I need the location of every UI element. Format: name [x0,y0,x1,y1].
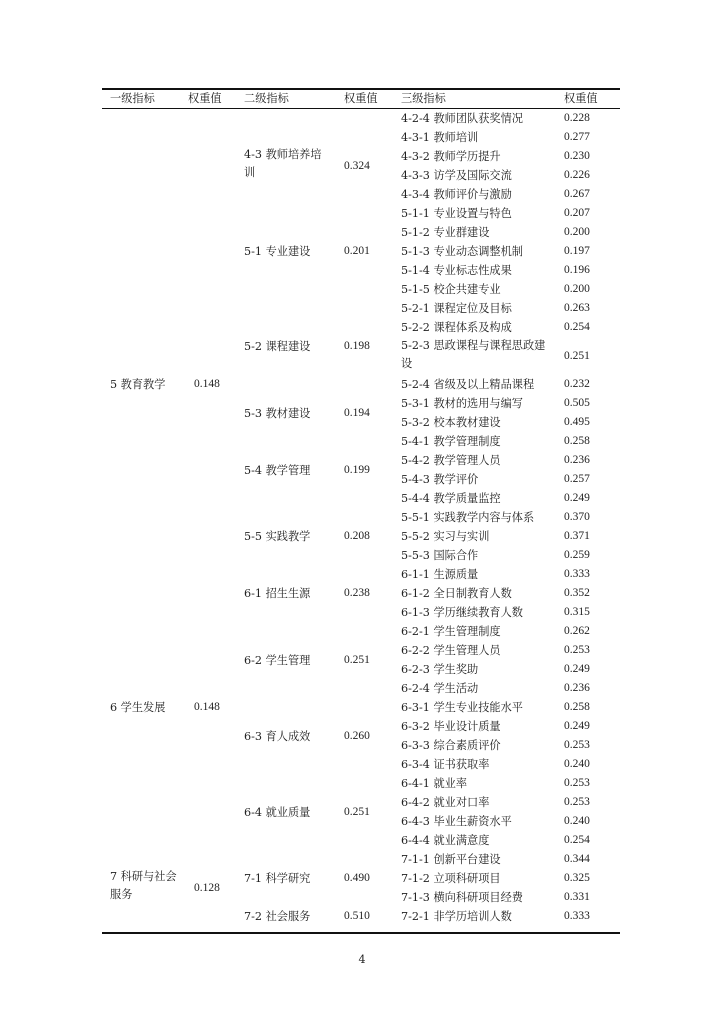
level3-weight: 0.253 [564,739,590,751]
level3-weight: 0.249 [564,663,590,675]
level3-name: 5-5-2 实习与实训 [401,530,490,543]
level3-weight: 0.253 [564,644,590,656]
level3-name: 5-4-4 教学质量监控 [401,492,501,505]
level3-name: 4-3-4 教师评价与激励 [401,188,512,201]
level3-name: 6-3-3 综合素质评价 [401,739,501,752]
level3-name: 6-2-4 学生活动 [401,682,479,695]
level3-name: 6-4-2 就业对口率 [401,796,490,809]
level3-weight: 0.257 [564,473,590,485]
level3-weight: 0.254 [564,834,590,846]
level3-name: 5-2-3 思政课程与课程思政建设 [401,339,546,370]
level3-name: 5-1-4 专业标志性成果 [401,264,512,277]
level3-name: 5-1-1 专业设置与特色 [401,207,512,220]
level3-name: 7-2-1 非学历培训人数 [401,910,512,923]
level3-name: 6-2-1 学生管理制度 [401,625,501,638]
level3-weight: 0.267 [564,188,590,200]
level3-name: 5-5-3 国际合作 [401,549,479,562]
level2-name: 5-1 专业建设 [244,245,311,258]
level2-weight: 0.490 [344,872,370,884]
level3-name: 5-3-1 教材的选用与编写 [401,397,523,410]
level3-weight: 0.263 [564,302,590,314]
level3-name: 6-1-3 学历继续教育人数 [401,606,523,619]
level2-name: 6-2 学生管理 [244,653,311,667]
level3-name: 4-2-4 教师团队获奖情况 [401,112,523,125]
level2-name: 6-1 招生生源 [244,587,311,600]
level3-name: 7-1-1 创新平台建设 [401,853,501,866]
level3-name: 6-1-2 全日制教育人数 [401,587,512,600]
level3-name: 4-3-2 教师学历提升 [401,150,501,163]
level1-weight: 0.148 [194,701,220,713]
level3-name: 5-1-2 专业群建设 [401,226,490,239]
level3-name: 6-1-1 生源质量 [401,568,479,581]
header-level2: 二级指标 [244,92,289,105]
level3-name: 5-2-2 课程体系及构成 [401,321,512,334]
level3-weight: 0.232 [564,378,590,390]
header-weight2: 权重值 [344,92,378,105]
level2-name: 4-3 教师培养培训 [244,148,322,179]
level3-name: 6-3-2 毕业设计质量 [401,720,501,733]
level2-weight: 0.198 [344,340,370,352]
level3-weight: 0.253 [564,796,590,808]
level1-name: 7 科研与社会服务 [110,870,177,901]
level3-weight: 0.333 [564,910,590,922]
level3-weight: 0.262 [564,625,590,637]
level2-name: 5-3 教材建设 [244,406,311,420]
level3-name: 6-2-3 学生奖助 [401,663,479,676]
level3-weight: 0.258 [564,435,590,447]
level3-name: 4-3-1 教师培训 [401,131,479,144]
level3-name: 5-2-4 省级及以上精品课程 [401,378,535,391]
level3-name: 6-3-1 学生专业技能水平 [401,701,523,714]
level3-name: 4-3-3 访学及国际交流 [401,169,512,182]
level3-weight: 0.254 [564,321,590,333]
level2-name: 6-4 就业质量 [244,805,311,819]
header-level1: 一级指标 [110,92,155,105]
level3-name: 6-4-1 就业率 [401,777,468,790]
level3-weight: 0.251 [564,349,590,362]
level3-name: 5-1-5 校企共建专业 [401,283,501,296]
page-number: 4 [358,953,366,966]
level3-weight: 0.352 [564,587,590,599]
level3-weight: 0.226 [564,169,590,181]
level3-weight: 0.253 [564,777,590,789]
level3-name: 7-1-2 立项科研项目 [401,872,501,885]
level3-name: 5-5-1 实践教学内容与体系 [401,511,535,524]
level3-name: 6-3-4 证书获取率 [401,758,490,771]
level3-weight: 0.333 [564,568,590,580]
level2-name: 5-4 教学管理 [244,463,311,477]
table-header-rule [102,108,620,109]
level3-weight: 0.240 [564,758,590,770]
level2-weight: 0.208 [344,530,370,542]
table-bottom-rule [102,932,620,934]
level2-weight: 0.251 [344,653,370,666]
level3-name: 5-3-2 校本教材建设 [401,416,501,429]
header-level3: 三级指标 [401,92,446,105]
level2-weight: 0.260 [344,729,370,742]
level3-weight: 0.315 [564,606,590,618]
level3-weight: 0.370 [564,511,590,523]
level3-weight: 0.371 [564,530,590,542]
level3-name: 5-4-3 教学评价 [401,473,479,486]
level2-weight: 0.238 [344,587,370,599]
header-weight3: 权重值 [564,92,598,105]
level3-weight: 0.197 [564,245,590,257]
level1-weight: 0.148 [194,378,220,390]
level3-name: 7-1-3 横向科研项目经费 [401,891,523,904]
level3-weight: 0.331 [564,891,590,903]
level3-weight: 0.236 [564,682,590,694]
level2-name: 5-2 课程建设 [244,340,311,353]
level3-weight: 0.259 [564,549,590,561]
level3-weight: 0.495 [564,416,590,428]
level2-name: 5-5 实践教学 [244,530,311,543]
level3-weight: 0.249 [564,492,590,504]
level2-weight: 0.201 [344,245,370,257]
level3-name: 5-1-3 专业动态调整机制 [401,245,523,258]
level3-weight: 0.258 [564,701,590,713]
level3-weight: 0.344 [564,853,590,865]
level1-name: 5 教育教学 [110,378,166,391]
level2-weight: 0.251 [344,805,370,818]
level2-weight: 0.324 [344,159,370,172]
level3-weight: 0.240 [564,815,590,827]
level3-weight: 0.196 [564,264,590,276]
level3-weight: 0.249 [564,720,590,732]
level3-name: 6-4-4 就业满意度 [401,834,490,847]
level3-name: 6-4-3 毕业生薪资水平 [401,815,512,828]
level3-name: 5-2-1 课程定位及目标 [401,302,512,315]
level2-weight: 0.199 [344,463,370,476]
level2-weight: 0.510 [344,910,370,922]
level2-name: 7-2 社会服务 [244,910,311,923]
level1-name: 6 学生发展 [110,701,166,714]
level3-weight: 0.236 [564,454,590,466]
level3-name: 5-4-1 教学管理制度 [401,435,501,448]
level3-weight: 0.230 [564,150,590,162]
level3-weight: 0.277 [564,131,590,143]
level2-name: 6-3 育人成效 [244,729,311,743]
level2-name: 7-1 科学研究 [244,872,311,885]
level3-weight: 0.325 [564,872,590,884]
level3-weight: 0.228 [564,112,590,124]
header-weight1: 权重值 [188,92,222,105]
level3-weight: 0.200 [564,283,590,295]
level3-weight: 0.505 [564,397,590,409]
level1-weight: 0.128 [194,881,220,894]
level3-name: 6-2-2 学生管理人员 [401,644,501,657]
level2-weight: 0.194 [344,406,370,419]
level3-name: 5-4-2 教学管理人员 [401,454,501,467]
level3-weight: 0.207 [564,207,590,219]
level3-weight: 0.200 [564,226,590,238]
